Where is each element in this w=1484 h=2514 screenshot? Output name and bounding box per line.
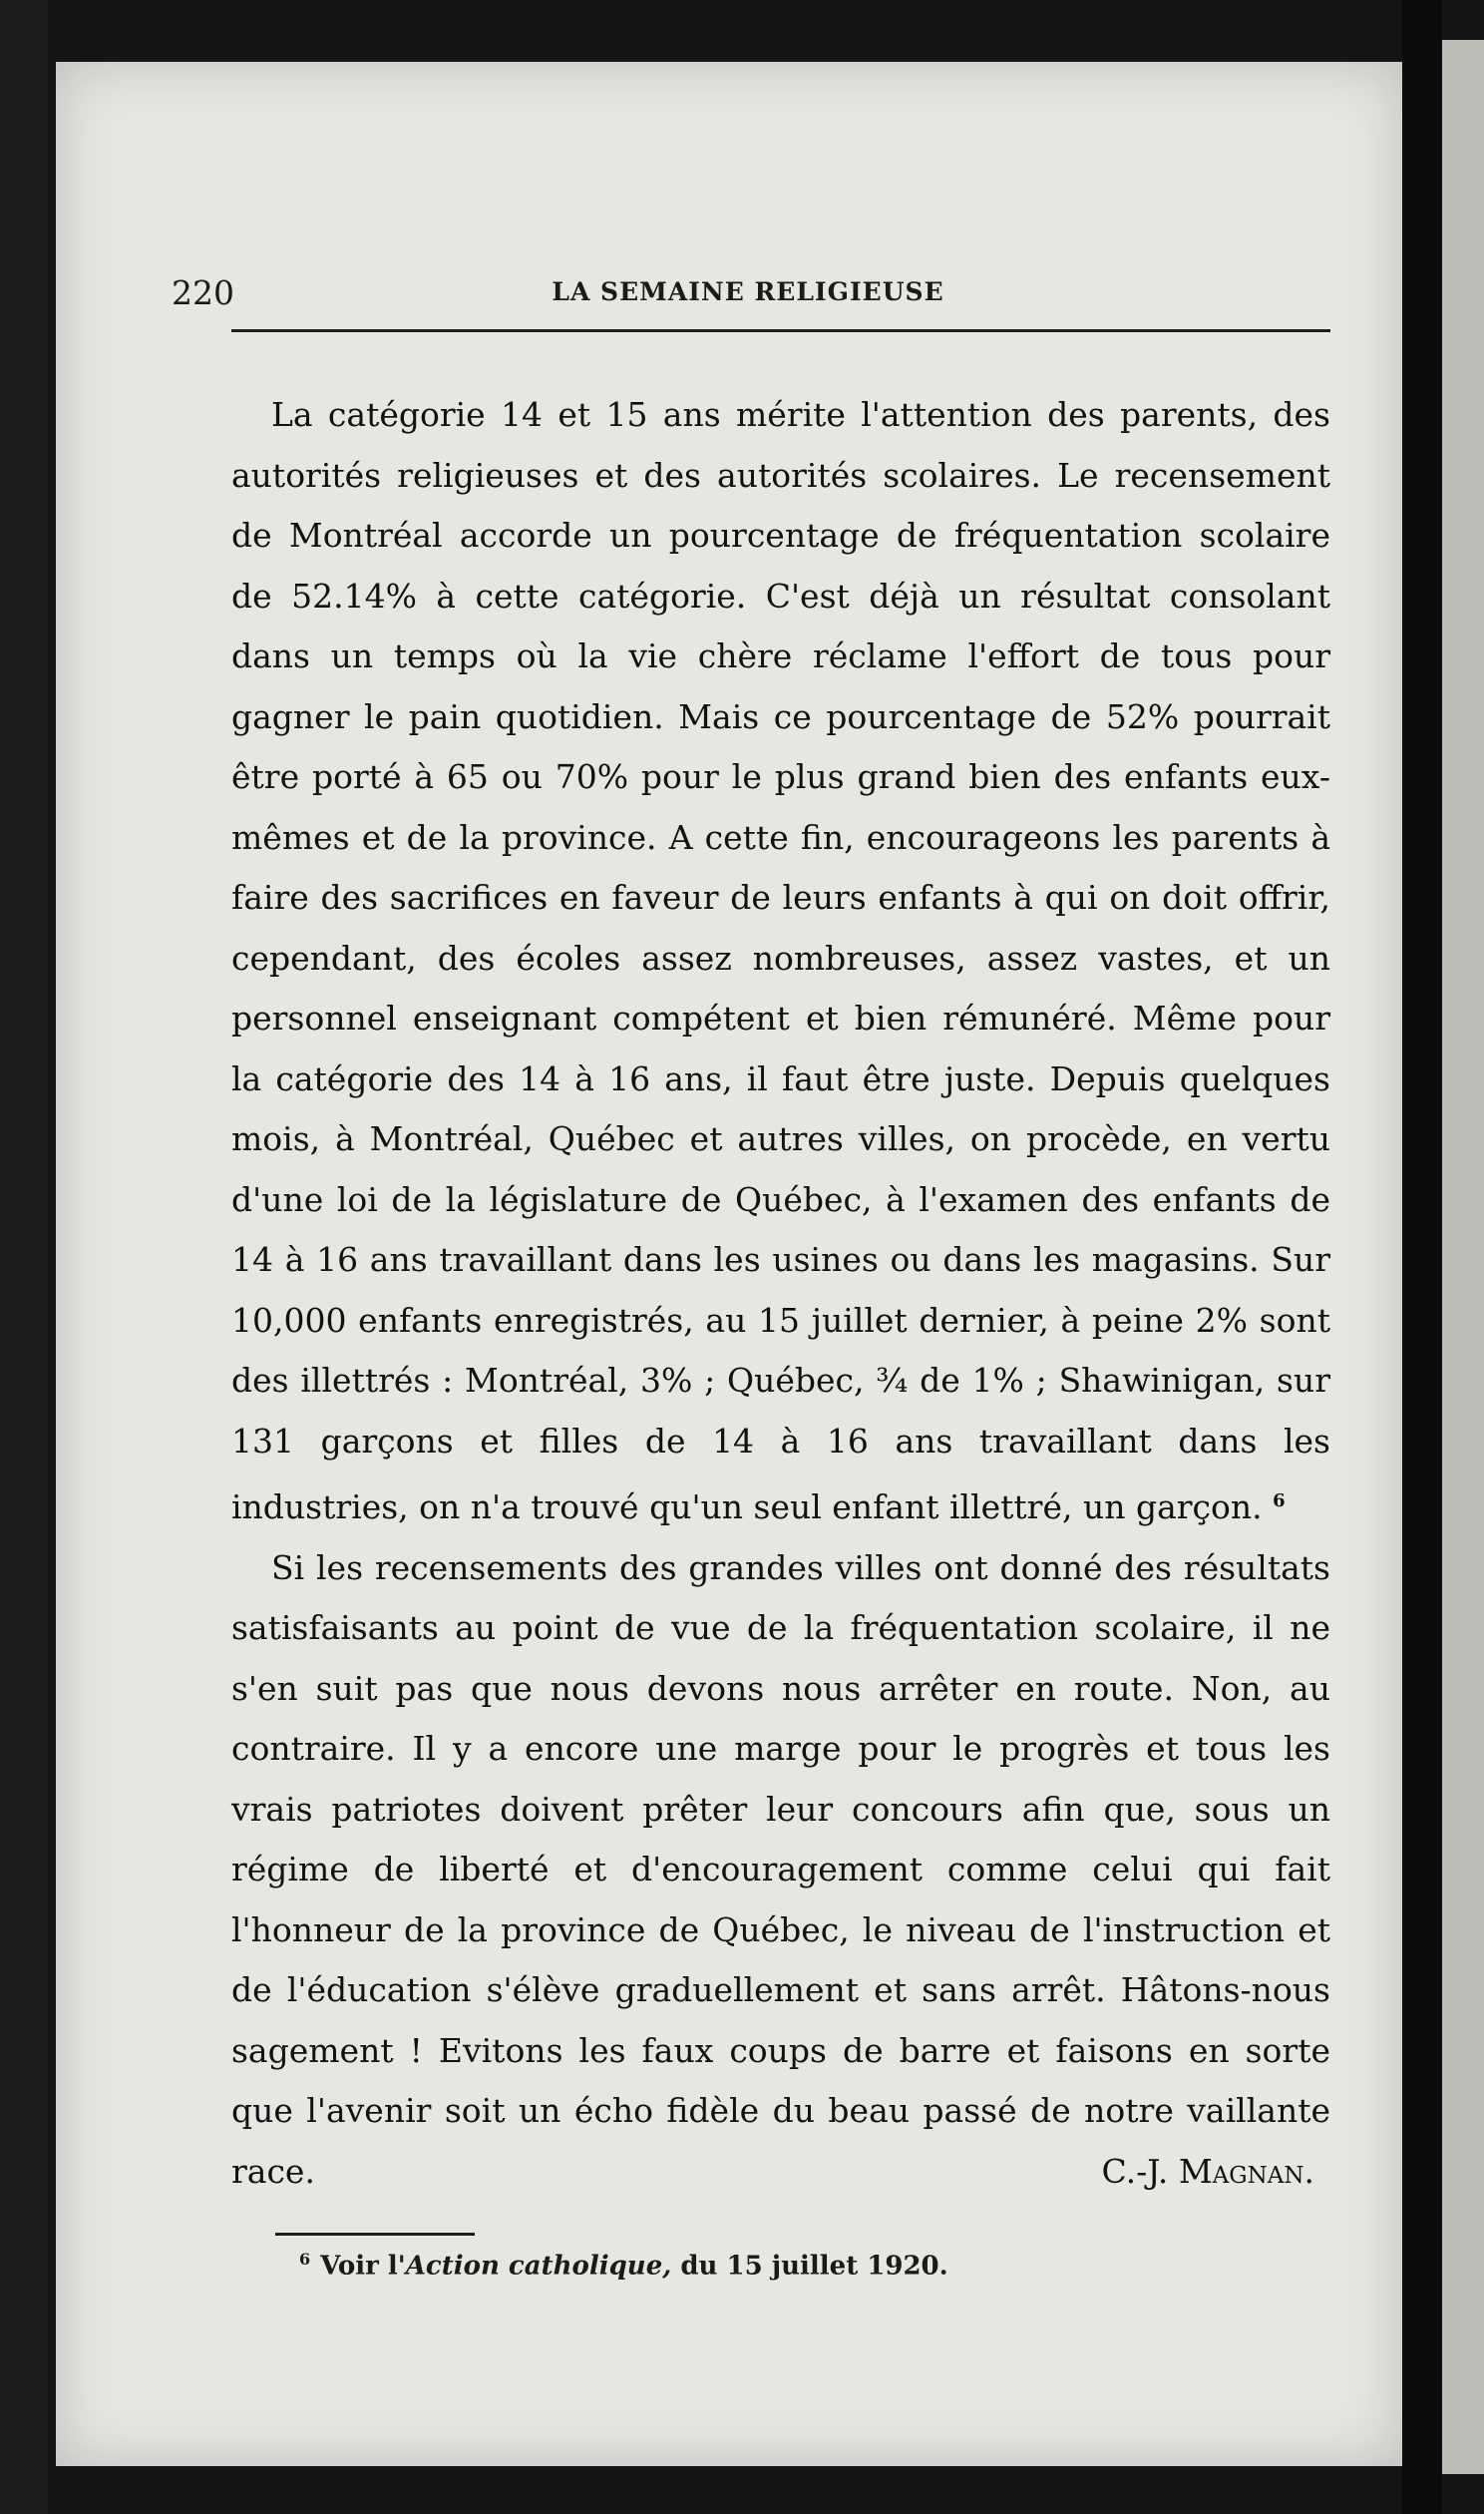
author-signature: C.-J. Magnan. [1101, 2152, 1314, 2191]
page-number: 220 [172, 273, 234, 312]
paragraph-1-text: La catégorie 14 et 15 ans mérite l'attention des parents, des autorités religieuses et des autorités scolaires. Le recensement de Montréal accorde un pourcentage de fréquentation scolaire de 52.14% à cette catégorie. C'est déjà un résultat consolant dans un temps où la vie chère réclame l'effort de tous pour gagner le pain quotidien. Mais ce pourcentage de 52% pourrait être porté à 65 ou 70% pour le plus grand bien des enfants eux-mêmes et de la province. A cette fin, encourageons les parents à faire des sacrifices en faveur de leurs enfants à qui on doit offrir, cependant, des écoles assez nombreuses, assez vastes, et un personnel enseignant compétent et bien rémunéré. Même pour la catégorie des 14 à 16 ans, il faut être juste. Depuis quelques mois, à Montréal, Québec et autres villes, on procède, en vertu d'une loi de la législature de Québec, à l'examen des enfants de 14 à 16 ans travaillant dans les usines ou dans les magasins. Sur 10,000 enfants enregistrés, au 15 juillet dernier, à peine 2% sont des illettrés : Montréal, 3% ; Québec, ¾ de 1% ; Shawinigan, sur 131 garçons et filles de 14 à 16 ans travaillant dans les industries, on n'a trouvé qu'un seul enfant illettré, un garçon. [231, 395, 1330, 1526]
footnote-rule [275, 2233, 475, 2236]
footnote-number: 6 [299, 2250, 311, 2269]
header-rule [231, 329, 1330, 332]
running-head: LA SEMAINE RELIGIEUSE [552, 277, 944, 306]
footnote [299, 2250, 948, 2282]
footnote-publication-title: Action catholique, [405, 2251, 672, 2282]
page-header [172, 273, 1324, 323]
scan-left-border [0, 0, 48, 2514]
book-gutter [1402, 0, 1442, 2514]
paragraph-1 [231, 385, 1330, 1538]
paragraph-2: Si les recensements des grandes villes ont donné des résultats satisfaisants au point de vue de la fréquentation scolaire, il ne s'en suit pas que nous devons nous arrêter en route. Non, au contraire. Il y a encore une marge pour le progrès et tous les vrais patriotes doivent prêter leur concours afin que, sous un régime de liberté et d'encouragement comme celui qui fait l'honneur de la province de Québec, le niveau de l'instruction et de l'éducation s'élève graduellement et sans arrêt. Hâtons-nous sagement ! Evitons les faux coups de barre et faisons en sorte que l'avenir soit un écho fidèle du beau passé de notre vaillante race. [231, 1547, 1330, 2191]
footnote-prefix: Voir l' [320, 2251, 406, 2282]
adjacent-page-edge [1442, 40, 1484, 2474]
footnote-suffix: du 15 juillet 1920. [671, 2251, 948, 2282]
article-body [231, 385, 1330, 2203]
footnote-reference: 6 [1273, 1490, 1286, 1511]
